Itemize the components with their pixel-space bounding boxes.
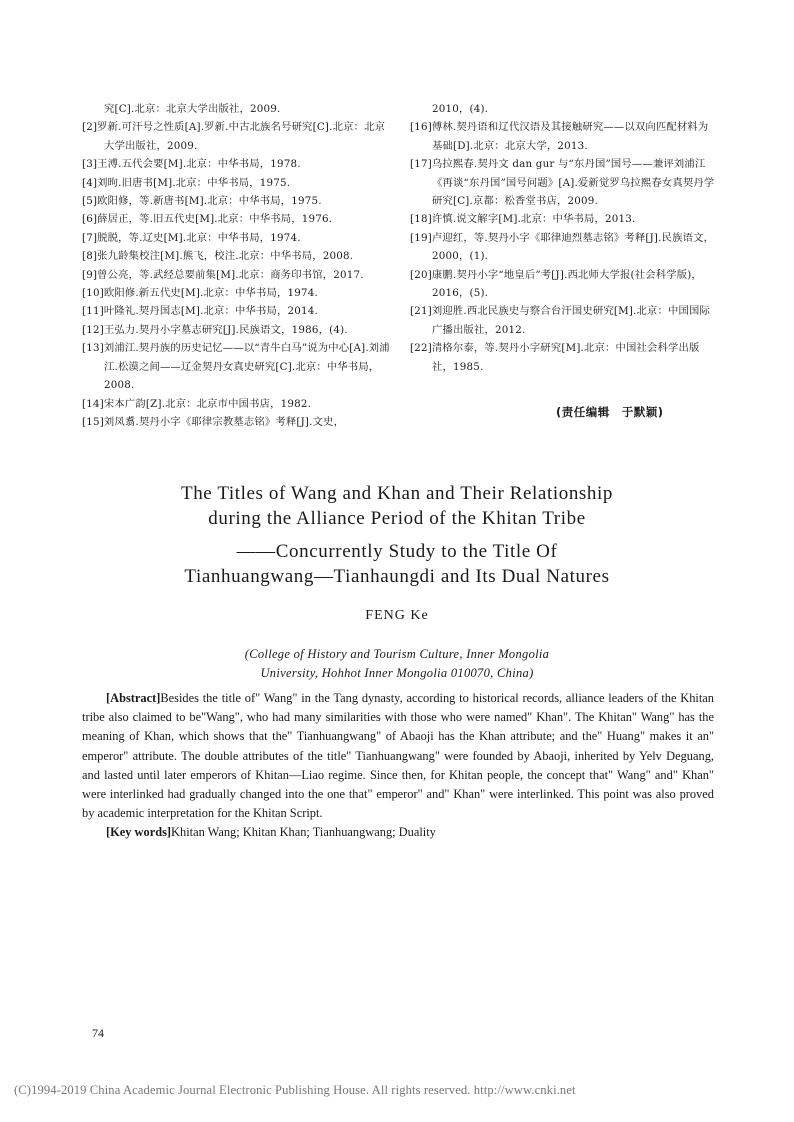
reference-item: [18]许慎.说文解字[M].北京：中华书局，2013. xyxy=(410,213,636,226)
reference-item: [8]张九龄集校注[M].熊飞，校注.北京：中华书局，2008. xyxy=(82,250,354,263)
reference-item: [17]乌拉熙春.契丹文 dan gur 与“东丹国”国号——兼评刘浦江《再谈“东丹国”国号问题》[A].爱新觉罗乌拉熙春女真契丹学研究[C].京都：松香堂书店，2009. xyxy=(410,158,715,208)
reference-item: [13]刘浦江.契丹族的历史记忆——以“青牛白马”说为中心[A].刘浦江.松漠之间——辽金契丹女真史研究[C].北京：中华书局，2008. xyxy=(82,342,390,392)
copyright-footer: (C)1994-2019 China Academic Journal Electronic Publishing House. All rights reserved. http://www.cnki.net xyxy=(14,1083,576,1097)
keywords-label: [Key words] xyxy=(106,825,172,840)
keywords-text: Khitan Wang; Khitan Khan; Tianhuangwang; Duality xyxy=(171,825,436,840)
reference-item: [15]刘凤翥.契丹小字《耶律宗教墓志铭》考释[J].文史， xyxy=(82,415,345,428)
reference-item: [6]薛居正，等.旧五代史[M].北京：中华书局，1976. xyxy=(82,213,333,226)
abstract-label: [Abstract] xyxy=(106,691,161,705)
reference-item: [2]罗新.可汗号之性质[A].罗新.中古北族名号研究[C].北京：北京大学出版社，2009. xyxy=(82,121,386,152)
keywords-paragraph xyxy=(82,823,714,842)
english-subtitle xyxy=(0,539,794,589)
abstract-paragraph xyxy=(82,689,714,823)
title-line: The Titles of Wang and Khan and Their Relationship xyxy=(181,483,613,504)
reference-item: [12]王弘力.契丹小字墓志研究[J].民族语文，1986，(4). xyxy=(82,323,348,336)
affiliation xyxy=(0,645,794,683)
reference-item: 究[C].北京：北京大学出版社，2009. xyxy=(104,103,281,115)
abstract-text: Besides the title of" Wang" in the Tang dynasty, according to historical records, alliance leaders of the Khitan tribe also claimed to be"Wang", who had many similarities with those who were named" Khan". The Khitan" Wang" has the meaning of Khan, which shows that the" Tianhuangwang" of Abaoji has the Khan attribute; and the" Huang" makes it an" emperor" attribute. The double attributes of the title" Tianhuangwang" were founded by Abaoji, inherited by Yelv Deguang, and lasted until later emperors of Khitan—Liao regime. Since then, for Khitan people, the concept that" Wang" and" Khan" were interlinked had gradually changed into the one that" emperor" and" Khan" were interlinked. This point was also proved by academic interpretation for the Khitan Script. xyxy=(82,691,714,821)
affiliation-line: University, Hohhot Inner Mongolia 010070, China) xyxy=(260,666,534,680)
reference-item: [19]卢迎红，等.契丹小字《耶律迪烈墓志铭》考释[J].民族语文，2000，(1). xyxy=(410,231,715,263)
reference-item: [14]宋本广韵[Z].北京：北京市中国书店，1982. xyxy=(82,397,312,410)
reference-item: [3]王溥.五代会要[M].北京：中华书局，1978. xyxy=(82,158,301,171)
reference-item: [16]傅林.契丹语和辽代汉语及其接触研究——以双向匹配材料为基础[D].北京：北京大学，2013. xyxy=(410,121,709,152)
subtitle-line: Tianhuangwang—Tianhaungdi and Its Dual Natures xyxy=(184,566,610,587)
reference-item: [5]欧阳修，等.新唐书[M].北京：中华书局，1975. xyxy=(82,195,322,208)
affiliation-line: (College of History and Tourism Culture, Inner Mongolia xyxy=(244,647,550,661)
reference-item: [11]叶隆礼.契丹国志[M].北京：中华书局，2014. xyxy=(82,305,318,318)
reference-item: [21]刘迎胜.西北民族史与察合台汗国史研究[M].北京：中国国际广播出版社，2012. xyxy=(410,305,710,336)
title-line: during the Alliance Period of the Khitan Tribe xyxy=(208,508,586,529)
reference-item: [7]脱脱，等.辽史[M].北京：中华书局，1974. xyxy=(82,231,301,244)
abstract-section xyxy=(82,689,714,843)
subtitle-line: ——Concurrently Study to the Title Of xyxy=(236,541,558,562)
reference-item: [10]欧阳修.新五代史[M].北京：中华书局，1974. xyxy=(82,287,318,300)
author-name: FENG Ke xyxy=(365,608,429,623)
reference-item: [22]清格尔泰，等.契丹小字研究[M].北京：中国社会科学出版社，1985. xyxy=(410,342,700,373)
reference-item: [4]刘昫.旧唐书[M].北京：中华书局，1975. xyxy=(82,176,291,189)
reference-item: [20]康鹏.契丹小字“地皇后”考[J].西北师大学报(社会科学版)，2016，(5). xyxy=(410,268,702,300)
editor-note: (责任编辑 于默颖) xyxy=(556,405,664,419)
english-title xyxy=(0,481,794,531)
page-number: 74 xyxy=(92,1026,104,1040)
references-left-column xyxy=(82,100,392,431)
reference-item: [9]曾公亮，等.武经总要前集[M].北京：商务印书馆，2017. xyxy=(82,268,364,281)
reference-item: 2010，(4). xyxy=(432,103,489,115)
references-right-column xyxy=(410,100,715,376)
